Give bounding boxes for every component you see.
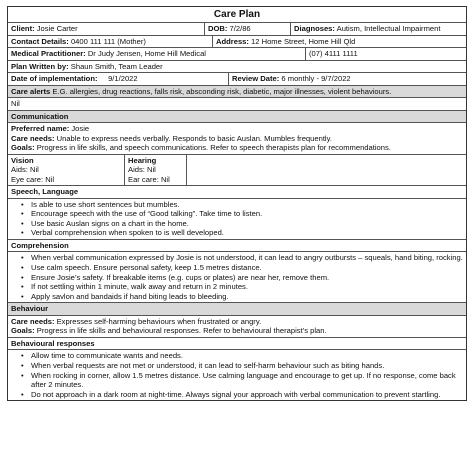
client-value: Josie Carter bbox=[36, 24, 78, 33]
comprehension-heading: Comprehension bbox=[11, 240, 69, 250]
communication-goals-line bbox=[11, 143, 391, 153]
care-plan-title: Care Plan bbox=[8, 7, 466, 23]
communication-goals-label: Goals: bbox=[11, 143, 35, 152]
vision-aids-label: Aids: bbox=[11, 165, 28, 174]
speech-item: • Encourage speech with the use of “Good talking”. Take time to listen. bbox=[11, 209, 463, 219]
implementation-value: 9/1/2022 bbox=[108, 74, 138, 83]
speech-list-row bbox=[8, 199, 466, 240]
comprehension-heading-row bbox=[8, 240, 466, 253]
behaviour-needs-line bbox=[11, 317, 327, 327]
dob-cell bbox=[204, 23, 290, 35]
address-label: Address: bbox=[216, 36, 249, 46]
speech-item: • Verbal comprehension when spoken to is well developed. bbox=[11, 228, 463, 238]
preferred-name-line bbox=[11, 124, 391, 134]
hearing-aids-label: Aids: bbox=[128, 165, 145, 174]
written-by-row bbox=[8, 61, 466, 74]
dob-label: DOB: bbox=[208, 24, 228, 33]
hearing-aids-value: Nil bbox=[147, 165, 156, 174]
communication-needs-label: Care needs: bbox=[11, 133, 55, 143]
address-value: 12 Home Street, Home Hill Qld bbox=[251, 36, 356, 46]
behaviour-goals-label: Goals: bbox=[11, 326, 35, 336]
vision-heading: Vision bbox=[11, 155, 34, 165]
care-alerts-cell bbox=[8, 86, 394, 98]
ear-care-line bbox=[128, 175, 183, 185]
speech-list bbox=[8, 199, 466, 239]
communication-goals-value: Progress in life skills, and speech communications. Refer to speech therapists plan for recommendations. bbox=[36, 143, 391, 152]
dates-row bbox=[8, 73, 466, 86]
response-item: • When verbal requests are not met or understood, it can lead to self-harm behaviour such as biting hands. bbox=[11, 361, 463, 371]
preferred-name-value: Josie bbox=[71, 124, 90, 133]
ear-care-value: Nil bbox=[160, 174, 170, 184]
written-by-value: Shaun Smith, Team Leader bbox=[70, 61, 163, 71]
responses-heading-row bbox=[8, 338, 466, 351]
care-alerts-answer-row bbox=[8, 98, 466, 111]
comprehension-item: • When verbal communication expressed by Josie is not understood, it can lead to angry outbursts – squeals, hand biting, rocking. bbox=[11, 253, 463, 263]
contact-cell bbox=[8, 36, 212, 48]
hearing-cell bbox=[124, 155, 186, 186]
responses-heading: Behavioural responses bbox=[11, 338, 95, 348]
practitioner-label: Medical Practitioner: bbox=[11, 49, 86, 58]
eye-care-value: Nil bbox=[45, 174, 55, 184]
diagnoses-cell bbox=[290, 23, 466, 35]
senses-row bbox=[8, 155, 466, 187]
review-cell bbox=[228, 73, 466, 85]
response-item: • When rocking in corner, allow 1.5 metres distance. Use calming language and encourage to get up. If no response, come back after 2 minutes. bbox=[11, 371, 463, 390]
comprehension-item: • Ensure Josie’s safety. If breakable items (e.g. cups or plates) are near her, remove them. bbox=[11, 273, 463, 283]
client-cell bbox=[8, 23, 204, 35]
care-alerts-answer: Nil bbox=[11, 99, 20, 108]
eye-care-label: Eye care: bbox=[11, 174, 44, 184]
hearing-aids-line bbox=[128, 165, 183, 175]
dob-value: 7/2/86 bbox=[229, 24, 251, 33]
address-cell bbox=[212, 36, 466, 48]
review-label: Review Date: bbox=[232, 74, 280, 83]
diagnoses-label: Diagnoses: bbox=[294, 24, 335, 33]
care-alerts-header bbox=[8, 86, 466, 99]
responses-list bbox=[8, 350, 466, 400]
ear-care-label: Ear care: bbox=[128, 174, 159, 184]
care-alerts-label: Care alerts bbox=[11, 86, 51, 96]
communication-details-row bbox=[8, 123, 466, 155]
behaviour-details bbox=[8, 316, 330, 337]
speech-item: • Use basic Auslan signs on a chart in the home. bbox=[11, 219, 463, 229]
behaviour-needs-label: Care needs: bbox=[11, 316, 55, 326]
client-row bbox=[8, 23, 466, 36]
communication-needs-line bbox=[11, 134, 391, 144]
comprehension-item: • If not settling within 1 minute, walk away and return in 2 minutes. bbox=[11, 282, 463, 292]
vision-aids-line bbox=[11, 165, 121, 175]
behaviour-needs-value: Expresses self-harming behaviours when frustrated or angry. bbox=[56, 316, 262, 326]
comprehension-item: • Use calm speech. Ensure personal safety, keep 1.5 metres distance. bbox=[11, 263, 463, 273]
communication-details bbox=[8, 123, 394, 154]
comprehension-item: • Apply savlon and bandaids if hand biting leads to bleeding. bbox=[11, 292, 463, 302]
diagnoses-value: Autism, Intellectual Impairment bbox=[336, 24, 441, 33]
practitioner-value: Dr Judy Jensen, Home Hill Medical bbox=[87, 49, 206, 58]
practitioner-row bbox=[8, 48, 466, 61]
review-value: 6 monthly - 9/7/2022 bbox=[281, 74, 351, 83]
vision-cell bbox=[8, 155, 124, 186]
responses-list-row bbox=[8, 350, 466, 400]
behaviour-heading: Behaviour bbox=[11, 304, 49, 314]
practitioner-phone: (07) 4111 1111 bbox=[305, 48, 466, 60]
vision-aids-value: Nil bbox=[30, 165, 39, 174]
response-item: • Allow time to communicate wants and needs. bbox=[11, 351, 463, 361]
care-alerts-description: E.G. allergies, drug reactions, falls risk, absconding risk, diabetic, major illnesses, violent behaviours. bbox=[52, 86, 392, 96]
preferred-name-label: Preferred name: bbox=[11, 124, 70, 133]
care-plan-form bbox=[7, 6, 467, 401]
behaviour-goals-line bbox=[11, 326, 327, 336]
hearing-heading: Hearing bbox=[128, 155, 157, 165]
behaviour-details-row bbox=[8, 316, 466, 338]
speech-heading-row bbox=[8, 186, 466, 199]
eye-care-line bbox=[11, 175, 121, 185]
contact-row bbox=[8, 36, 466, 49]
behaviour-heading-row bbox=[8, 303, 466, 316]
speech-item: • Is able to use short sentences but mumbles. bbox=[11, 200, 463, 210]
communication-needs-value: Unable to express needs verbally. Responds to basic Auslan. Mumbles frequently. bbox=[56, 133, 332, 143]
contact-label: Contact Details: bbox=[11, 36, 69, 46]
written-by-label: Plan Written by: bbox=[11, 61, 69, 71]
response-item: • Do not approach in a dark room at night-time. Always signal your approach with verbal communication to prevent startling. bbox=[11, 390, 463, 400]
senses-empty-cell bbox=[186, 155, 466, 186]
implementation-cell bbox=[8, 73, 228, 85]
comprehension-list-row bbox=[8, 252, 466, 303]
written-by-cell bbox=[8, 61, 166, 73]
practitioner-cell bbox=[8, 48, 305, 60]
client-label: Client: bbox=[11, 24, 35, 33]
contact-value: 0400 111 111 (Mother) bbox=[70, 36, 146, 46]
implementation-label: Date of implementation: bbox=[11, 74, 98, 83]
behaviour-goals-value: Progress in life skills and behavioural responses. Refer to behavioural therapist’s plan. bbox=[36, 326, 327, 336]
communication-heading: Communication bbox=[11, 111, 69, 121]
comprehension-list bbox=[8, 252, 466, 302]
communication-heading-row bbox=[8, 111, 466, 124]
speech-heading: Speech, Language bbox=[11, 187, 79, 196]
